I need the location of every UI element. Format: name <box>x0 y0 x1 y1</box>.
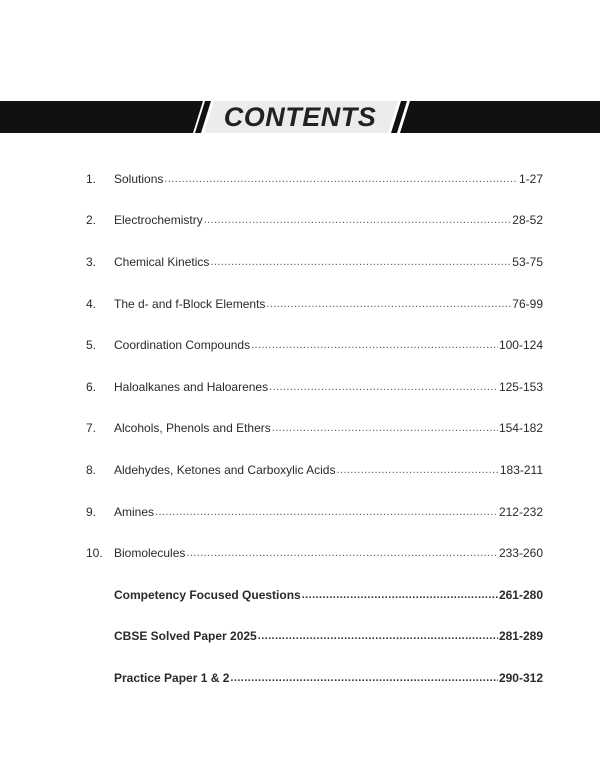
contents-banner <box>0 101 600 133</box>
toc-entry-number: 8. <box>86 462 97 477</box>
toc-entry <box>86 324 543 366</box>
toc-entry <box>86 283 543 325</box>
toc-entry <box>86 491 543 533</box>
toc-entry-number: 4. <box>86 296 97 311</box>
toc-entry-title: Aldehydes, Ketones and Carboxylic Acids <box>114 462 336 477</box>
toc-entry <box>86 158 543 200</box>
toc-entry-number: 1. <box>86 171 97 186</box>
toc-entry-number: 2. <box>86 213 97 228</box>
toc-entry-title: Practice Paper 1 & 2 <box>114 670 230 685</box>
toc-dot-leader <box>251 339 498 351</box>
toc-entry <box>86 616 543 658</box>
toc-dot-leader <box>272 422 498 434</box>
toc-entry-pages: 100-124 <box>498 338 543 353</box>
toc-entry-number: 7. <box>86 421 97 436</box>
toc-entry <box>86 449 543 491</box>
toc-entry-pages: 28-52 <box>512 213 543 228</box>
toc-entry-number: 6. <box>86 379 97 394</box>
toc-entry-pages: 53-75 <box>512 254 543 269</box>
toc-entry-pages: 125-153 <box>498 379 543 394</box>
table-of-contents <box>86 158 543 699</box>
toc-entry-pages: 233-260 <box>498 546 543 561</box>
toc-dot-leader <box>155 506 498 518</box>
toc-entry <box>86 200 543 242</box>
toc-entry-pages: 290-312 <box>498 670 543 685</box>
page-title: CONTENTS <box>223 102 377 132</box>
toc-entry-title: Alcohols, Phenols and Ethers <box>114 421 271 436</box>
toc-entry-number: 3. <box>86 254 97 269</box>
toc-entry-title: Electrochemistry <box>114 213 203 228</box>
toc-entry <box>86 657 543 699</box>
toc-entry-title: Haloalkanes and Haloarenes <box>114 379 269 394</box>
toc-entry <box>86 574 543 616</box>
toc-dot-leader <box>266 298 511 310</box>
toc-entry-pages: 281-289 <box>498 629 543 644</box>
toc-dot-leader <box>204 214 512 226</box>
toc-entry-pages: 261-280 <box>498 587 543 602</box>
toc-entry <box>86 241 543 283</box>
toc-entry-number: 10. <box>86 546 103 561</box>
toc-entry-title: Solutions <box>114 171 164 186</box>
toc-entry <box>86 408 543 450</box>
toc-entry-title: CBSE Solved Paper 2025 <box>114 629 257 644</box>
toc-entry-pages: 1-27 <box>518 171 543 186</box>
toc-entry <box>86 532 543 574</box>
toc-entry <box>86 366 543 408</box>
toc-entry-pages: 154-182 <box>498 421 543 436</box>
toc-dot-leader <box>210 256 511 268</box>
toc-entry-title: The d- and f-Block Elements <box>114 296 266 311</box>
toc-dot-leader <box>269 381 498 393</box>
toc-entry-title: Coordination Compounds <box>114 338 251 353</box>
toc-entry-title: Amines <box>114 504 155 519</box>
toc-entry-pages: 76-99 <box>512 296 543 311</box>
toc-dot-leader <box>164 173 518 185</box>
toc-entry-pages: 212-232 <box>498 504 543 519</box>
toc-dot-leader <box>258 630 498 642</box>
toc-dot-leader <box>302 589 498 601</box>
toc-dot-leader <box>336 464 498 476</box>
toc-entry-title: Biomolecules <box>114 546 186 561</box>
toc-entry-number: 5. <box>86 338 97 353</box>
toc-entry-title: Chemical Kinetics <box>114 254 210 269</box>
toc-entry-title: Competency Focused Questions <box>114 587 301 602</box>
toc-entry-pages: 183-211 <box>499 462 543 477</box>
toc-dot-leader <box>186 547 498 559</box>
toc-dot-leader <box>230 672 498 684</box>
toc-entry-number: 9. <box>86 504 97 519</box>
